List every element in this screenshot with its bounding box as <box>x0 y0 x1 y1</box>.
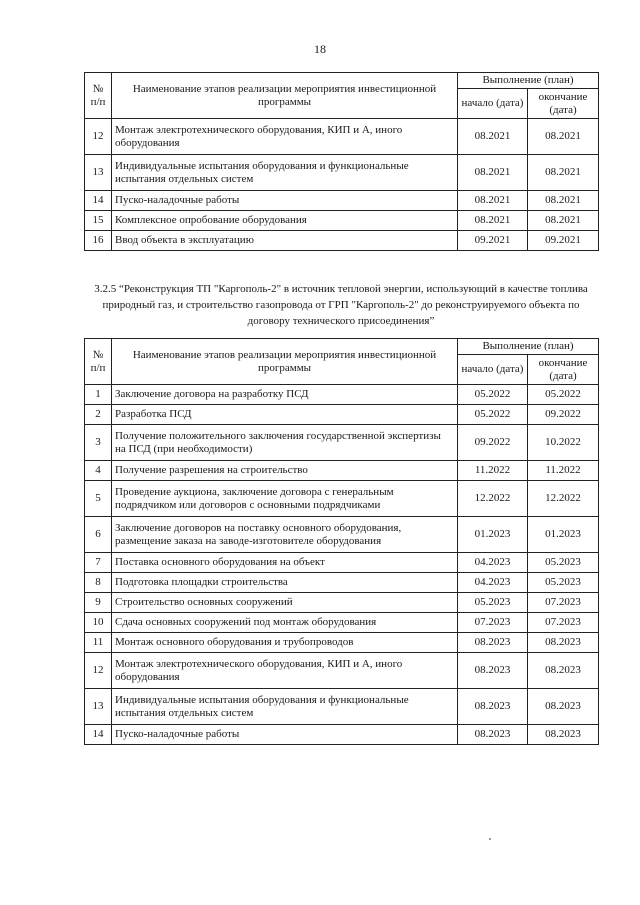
row-name: Монтаж электротехнического оборудования, КИП и А, иного оборудования <box>112 119 458 155</box>
row-start-date: 05.2022 <box>458 385 528 405</box>
header-end: окончание (дата) <box>528 355 599 385</box>
table-row <box>85 191 599 211</box>
table-row <box>85 425 599 461</box>
page-number: 18 <box>314 42 326 56</box>
row-start-date: 08.2023 <box>458 689 528 725</box>
row-start-date: 08.2021 <box>458 155 528 191</box>
row-end-date: 12.2022 <box>528 481 599 517</box>
row-end-date: 08.2023 <box>528 689 599 725</box>
row-end-date: 08.2023 <box>528 653 599 689</box>
row-end-date: 08.2023 <box>528 633 599 653</box>
table-row <box>85 573 599 593</box>
row-start-date: 07.2023 <box>458 613 528 633</box>
row-end-date: 08.2021 <box>528 211 599 231</box>
row-number: 1 <box>85 385 112 405</box>
header-start: начало (дата) <box>458 89 528 119</box>
table-row <box>85 593 599 613</box>
row-number: 16 <box>85 231 112 251</box>
row-number: 9 <box>85 593 112 613</box>
row-number: 5 <box>85 481 112 517</box>
row-number: 2 <box>85 405 112 425</box>
row-name: Монтаж основного оборудования и трубопроводов <box>112 633 458 653</box>
row-start-date: 01.2023 <box>458 517 528 553</box>
row-start-date: 05.2023 <box>458 593 528 613</box>
row-name: Индивидуальные испытания оборудования и функциональные испытания отдельных систем <box>112 689 458 725</box>
table-row <box>85 633 599 653</box>
row-name: Сдача основных сооружений под монтаж оборудования <box>112 613 458 633</box>
row-number: 10 <box>85 613 112 633</box>
header-name: Наименование этапов реализации мероприятия инвестиционной программы <box>112 339 458 385</box>
row-end-date: 11.2022 <box>528 461 599 481</box>
row-number: 3 <box>85 425 112 461</box>
row-name: Монтаж электротехнического оборудования, КИП и А, иного оборудования <box>112 653 458 689</box>
row-number: 13 <box>85 155 112 191</box>
table-row <box>85 481 599 517</box>
row-end-date: 08.2021 <box>528 191 599 211</box>
section-caption: 3.2.5 “Реконструкция ТП "Каргополь-2" в источник тепловой энергии, использующий в качестве топлива природный газ, и строительство газопровода от ГРП "Каргополь-2" до реконструируемого объекта по договору технического присоединения” <box>94 283 588 327</box>
header-execution: Выполнение (план) <box>458 73 599 89</box>
table-row <box>85 653 599 689</box>
row-start-date: 08.2021 <box>458 191 528 211</box>
row-end-date: 08.2023 <box>528 725 599 745</box>
row-start-date: 08.2023 <box>458 725 528 745</box>
row-end-date: 09.2022 <box>528 405 599 425</box>
header-execution: Выполнение (план) <box>458 339 599 355</box>
row-name: Индивидуальные испытания оборудования и функциональные испытания отдельных систем <box>112 155 458 191</box>
table-1-body <box>85 119 599 251</box>
header-num: № п/п <box>85 339 112 385</box>
row-start-date: 08.2021 <box>458 119 528 155</box>
row-end-date: 07.2023 <box>528 593 599 613</box>
row-number: 7 <box>85 553 112 573</box>
table-row <box>85 461 599 481</box>
row-number: 4 <box>85 461 112 481</box>
row-start-date: 11.2022 <box>458 461 528 481</box>
table-row <box>85 689 599 725</box>
table-row <box>85 119 599 155</box>
row-end-date: 09.2021 <box>528 231 599 251</box>
row-start-date: 09.2022 <box>458 425 528 461</box>
row-name: Получение разрешения на строительство <box>112 461 458 481</box>
row-start-date: 04.2023 <box>458 573 528 593</box>
row-number: 11 <box>85 633 112 653</box>
row-name: Заключение договоров на поставку основного оборудования, размещение заказа на заводе-изготовителе оборудования <box>112 517 458 553</box>
row-end-date: 08.2021 <box>528 119 599 155</box>
table-row <box>85 385 599 405</box>
row-number: 14 <box>85 725 112 745</box>
row-number: 6 <box>85 517 112 553</box>
scan-speck <box>489 838 491 840</box>
row-number: 12 <box>85 653 112 689</box>
schedule-table-1 <box>84 72 599 251</box>
row-start-date: 04.2023 <box>458 553 528 573</box>
header-num: № п/п <box>85 73 112 119</box>
row-end-date: 05.2023 <box>528 553 599 573</box>
row-start-date: 12.2022 <box>458 481 528 517</box>
table-row <box>85 405 599 425</box>
row-start-date: 08.2021 <box>458 211 528 231</box>
row-end-date: 05.2022 <box>528 385 599 405</box>
row-start-date: 08.2023 <box>458 633 528 653</box>
row-name: Получение положительного заключения государственной экспертизы на ПСД (при необходимости) <box>112 425 458 461</box>
table-row <box>85 211 599 231</box>
row-name: Строительство основных сооружений <box>112 593 458 613</box>
row-name: Поставка основного оборудования на объект <box>112 553 458 573</box>
table-row <box>85 553 599 573</box>
row-name: Ввод объекта в эксплуатацию <box>112 231 458 251</box>
table-row <box>85 725 599 745</box>
row-name: Заключение договора на разработку ПСД <box>112 385 458 405</box>
table-row <box>85 517 599 553</box>
table-row <box>85 613 599 633</box>
row-start-date: 08.2023 <box>458 653 528 689</box>
row-end-date: 08.2021 <box>528 155 599 191</box>
row-number: 8 <box>85 573 112 593</box>
table-row <box>85 155 599 191</box>
row-name: Комплексное опробование оборудования <box>112 211 458 231</box>
row-end-date: 01.2023 <box>528 517 599 553</box>
header-end: окончание (дата) <box>528 89 599 119</box>
table-2-body <box>85 385 599 745</box>
row-end-date: 05.2023 <box>528 573 599 593</box>
row-start-date: 05.2022 <box>458 405 528 425</box>
row-name: Подготовка площадки строительства <box>112 573 458 593</box>
row-number: 13 <box>85 689 112 725</box>
schedule-table-2 <box>84 338 599 745</box>
row-number: 15 <box>85 211 112 231</box>
row-end-date: 10.2022 <box>528 425 599 461</box>
header-name: Наименование этапов реализации мероприятия инвестиционной программы <box>112 73 458 119</box>
table-row <box>85 231 599 251</box>
row-name: Пуско-наладочные работы <box>112 191 458 211</box>
row-name: Проведение аукциона, заключение договора с генеральным подрядчиком или договоров с основными подрядчиками <box>112 481 458 517</box>
row-start-date: 09.2021 <box>458 231 528 251</box>
row-end-date: 07.2023 <box>528 613 599 633</box>
row-number: 14 <box>85 191 112 211</box>
row-number: 12 <box>85 119 112 155</box>
row-name: Пуско-наладочные работы <box>112 725 458 745</box>
header-start: начало (дата) <box>458 355 528 385</box>
row-name: Разработка ПСД <box>112 405 458 425</box>
